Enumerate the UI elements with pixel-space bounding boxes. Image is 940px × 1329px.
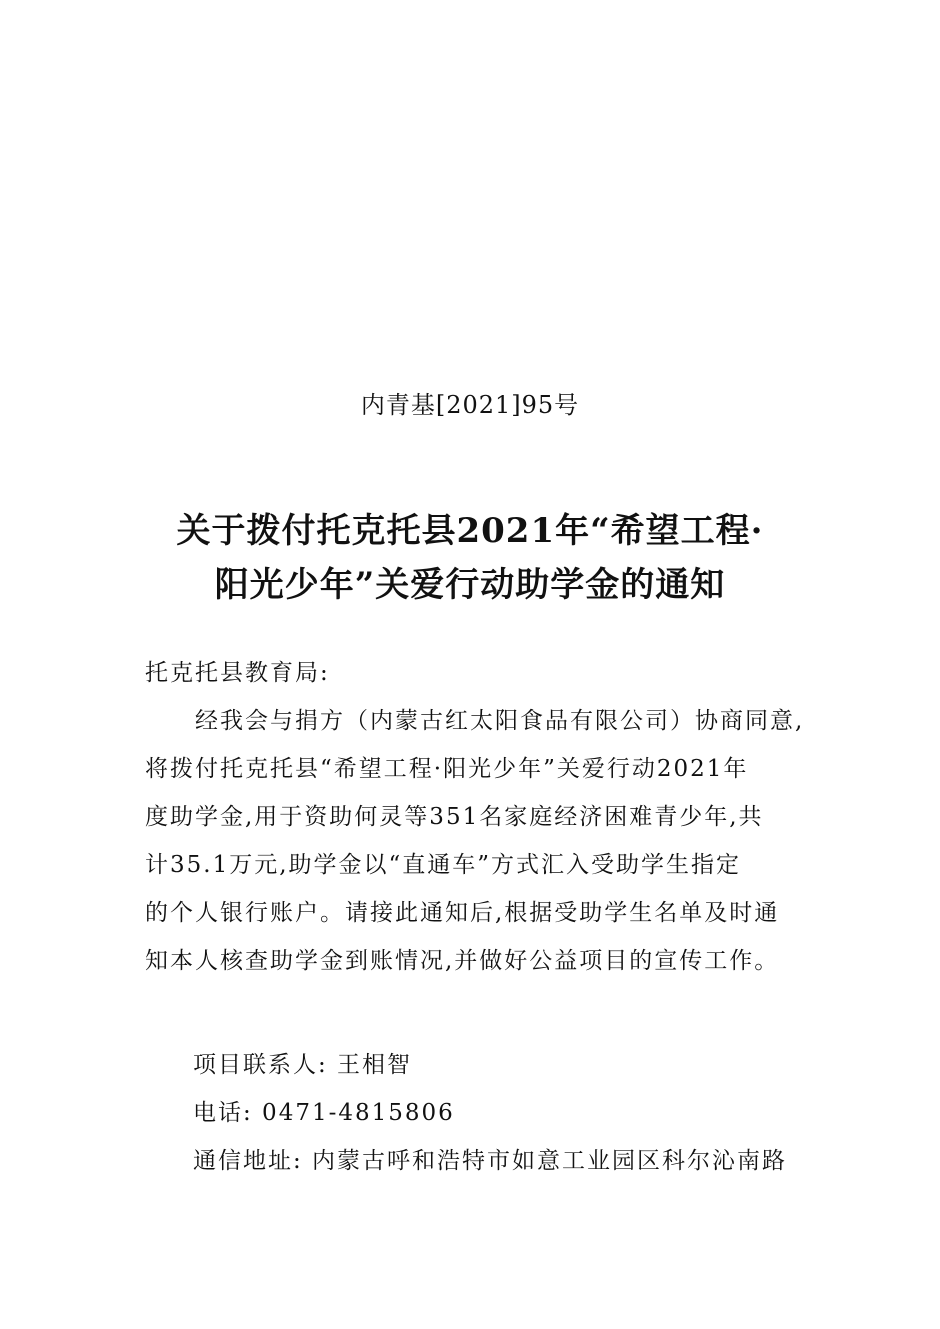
body-line-2: 将拨付托克托县“希望工程·阳光少年”关爱行动2021年 — [145, 756, 749, 782]
body-line-1: 经我会与捐方（内蒙古红太阳食品有限公司）协商同意, — [145, 708, 805, 734]
contact-person: 项目联系人: 王相智 — [193, 1052, 413, 1078]
title-line-1: 关于拨付托克托县2021年“希望工程· — [176, 511, 764, 551]
contact-address: 通信地址: 内蒙古呼和浩特市如意工业园区科尔沁南路 — [193, 1148, 788, 1174]
body-paragraph — [145, 701, 805, 989]
body-line-3: 度助学金,用于资助何灵等351名家庭经济困难青少年,共 — [145, 804, 764, 830]
document-title — [0, 504, 940, 612]
contact-phone: 电话: 0471-4815806 — [193, 1100, 455, 1126]
salutation: 托克托县教育局: — [145, 660, 330, 686]
body-line-4: 计35.1万元,助学金以“直通车”方式汇入受助学生指定 — [145, 852, 742, 878]
contact-block — [193, 1045, 813, 1189]
body-line-5: 的个人银行账户。请接此通知后,根据受助学生名单及时通 — [145, 900, 780, 926]
body-line-6: 知本人核查助学金到账情况,并做好公益项目的宣传工作。 — [145, 948, 780, 974]
title-line-2: 阳光少年”关爱行动助学金的通知 — [214, 565, 726, 605]
document-number: 内青基[2021]95号 — [360, 391, 580, 419]
